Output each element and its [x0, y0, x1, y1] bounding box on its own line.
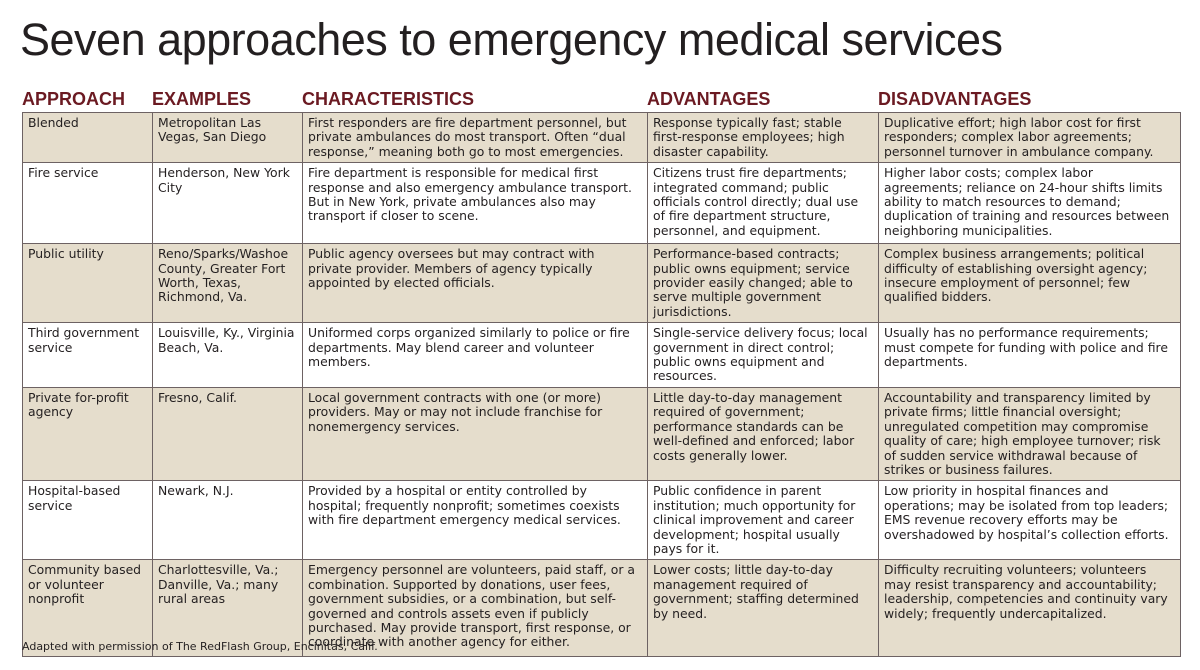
ems-approaches-table	[22, 112, 1181, 657]
cell-disadvantages: Difficulty recruiting volunteers; volunteers may resist transparency and accountability; leadership, competencies and continuity vary widely; frequently undercapitalized.	[879, 560, 1181, 657]
header-characteristics: CHARACTERISTICS	[302, 89, 475, 109]
source-credit: Adapted with permission of The RedFlash Group, Encinitas, Calif.	[22, 640, 378, 653]
table-body	[23, 113, 1181, 657]
cell-examples: Henderson, New York City	[153, 163, 303, 244]
cell-examples: Fresno, Calif.	[153, 387, 303, 480]
table-row	[23, 481, 1181, 560]
cell-characteristics: Public agency oversees but may contract with private provider. Members of agency typically appointed by elected officials.	[303, 244, 648, 323]
page-title: Seven approaches to emergency medical services	[20, 14, 1003, 65]
table-row	[23, 113, 1181, 163]
table-row	[23, 244, 1181, 323]
cell-examples: Charlottesville, Va.; Danville, Va.; many rural areas	[153, 560, 303, 657]
cell-disadvantages: Duplicative effort; high labor cost for first responders; complex labor agreements; personnel turnover in ambulance company.	[879, 113, 1181, 163]
cell-approach: Private for-profit agency	[23, 387, 153, 480]
cell-approach: Fire service	[23, 163, 153, 244]
cell-examples: Newark, N.J.	[153, 481, 303, 560]
cell-advantages: Citizens trust fire departments; integrated command; public officials control directly; dual use of fire department structure, personnel, and equipment.	[648, 163, 879, 244]
cell-approach: Public utility	[23, 244, 153, 323]
cell-characteristics: Fire department is responsible for medical first response and also emergency ambulance transport. But in New York, private ambulances also may transport if closer to scene.	[303, 163, 648, 244]
cell-advantages: Performance-based contracts; public owns equipment; service provider easily changed; able to serve multiple government jurisdictions.	[648, 244, 879, 323]
table-row	[23, 323, 1181, 388]
cell-characteristics: Provided by a hospital or entity controlled by hospital; frequently nonprofit; sometimes coexists with fire department emergency medical services.	[303, 481, 648, 560]
cell-characteristics: First responders are fire department personnel, but private ambulances do most transport. Often “dual response,” meaning both go to most emergencies.	[303, 113, 648, 163]
cell-approach: Blended	[23, 113, 153, 163]
header-advantages: ADVANTAGES	[647, 89, 771, 109]
cell-approach: Community based or volunteer nonprofit	[23, 560, 153, 657]
cell-disadvantages: Higher labor costs; complex labor agreements; reliance on 24-hour shifts limits ability to match resources to demand; duplication of training and resources between neighboring municipalities.	[879, 163, 1181, 244]
table-row	[23, 163, 1181, 244]
header-disadvantages: DISADVANTAGES	[878, 89, 1032, 109]
cell-approach: Third government service	[23, 323, 153, 388]
cell-examples: Metropolitan Las Vegas, San Diego	[153, 113, 303, 163]
column-headers	[0, 89, 1200, 113]
cell-disadvantages: Complex business arrangements; political difficulty of establishing oversight agency; insecure employment of personnel; few qualified bidders.	[879, 244, 1181, 323]
cell-examples: Louisville, Ky., Virginia Beach, Va.	[153, 323, 303, 388]
cell-advantages: Single-service delivery focus; local government in direct control; public owns equipment and resources.	[648, 323, 879, 388]
cell-characteristics: Uniformed corps organized similarly to police or fire departments. May blend career and volunteer members.	[303, 323, 648, 388]
cell-characteristics: Local government contracts with one (or more) providers. May or may not include franchise for nonemergency services.	[303, 387, 648, 480]
cell-advantages: Little day-to-day management required of government; performance standards can be well-defined and enforced; labor costs generally lower.	[648, 387, 879, 480]
cell-advantages: Public confidence in parent institution; much opportunity for clinical improvement and career development; hospital usually pays for it.	[648, 481, 879, 560]
cell-advantages: Response typically fast; stable first-response employees; high disaster capability.	[648, 113, 879, 163]
cell-examples: Reno/Sparks/Washoe County, Greater Fort Worth, Texas, Richmond, Va.	[153, 244, 303, 323]
cell-advantages: Lower costs; little day-to-day management required of government; staffing determined by need.	[648, 560, 879, 657]
cell-characteristics: Emergency personnel are volunteers, paid staff, or a combination. Supported by donations, user fees, government subsidies, or a combination, but self-governed and controls assets even if publicly purchased. May provide transport, first response, or coordinate with another agency for either.	[303, 560, 648, 657]
cell-disadvantages: Accountability and transparency limited by private firms; little financial oversight; unregulated competition may compromise quality of care; high employee turnover; risk of sudden service withdrawal because of strikes or business failures.	[879, 387, 1181, 480]
cell-disadvantages: Low priority in hospital finances and operations; may be isolated from top leaders; EMS revenue recovery efforts may be overshadowed by hospital’s collection efforts.	[879, 481, 1181, 560]
header-approach: APPROACH	[22, 89, 126, 109]
cell-disadvantages: Usually has no performance requirements; must compete for funding with police and fire departments.	[879, 323, 1181, 388]
cell-approach: Hospital-based service	[23, 481, 153, 560]
table-row	[23, 387, 1181, 480]
header-examples: EXAMPLES	[152, 89, 252, 109]
